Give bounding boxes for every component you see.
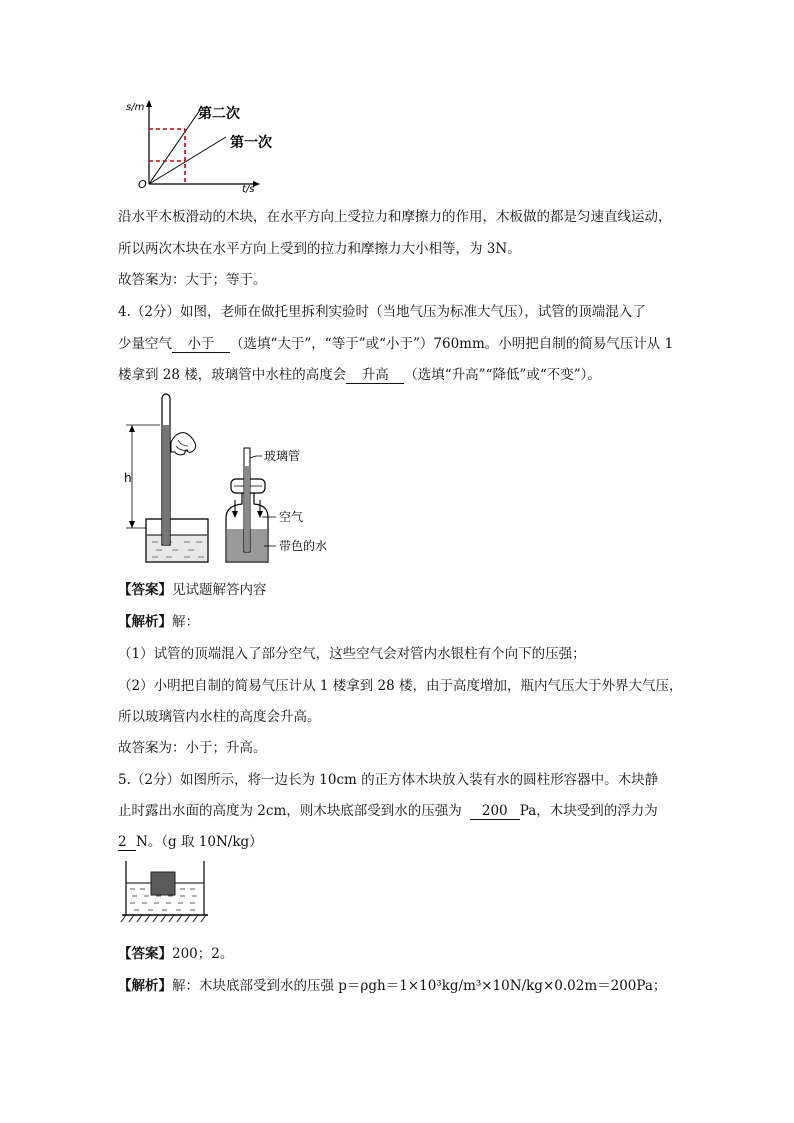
q4-blank2: 升高 [346,367,404,384]
q4-stem-line3 [118,365,601,385]
h-arrow-top [129,425,135,432]
q3-analysis-line1: 沿水平木板滑动的木块，在水平方向上受拉力和摩擦力的作用，木板做的都是匀速直线运动， [118,209,672,225]
q5-text: 止时露出水面的高度为 2cm，则木块底部受到水的压强为 [118,803,462,819]
q5-text: N。（g 取 10N/kg） [136,834,263,850]
glass-tube-label: 玻璃管 [264,449,301,463]
homemade-barometer [226,448,327,562]
q5-blank1: 200 [470,803,520,820]
q5-figure [118,857,214,925]
q4-figure [118,392,358,570]
q5-stem-line2 [118,801,658,821]
answer-text: 见试题解答内容 [172,582,267,598]
q5-stem-line1: 5.（2分）如图所示，将一边长为 10cm 的正方体木块放入装有水的圆柱形容器中。木块静 [118,772,659,788]
q3-analysis-line2: 所以两次木块在水平方向上受到的拉力和摩擦力大小相等，为 3N。 [118,241,521,257]
q5-blank2: 2 [118,834,136,851]
mercury-column [163,425,169,545]
analysis-text: 解：木块底部受到水的压强 p＝ρgh＝1×10³kg/m³×10N/kg×0.02m＝200Pa； [172,978,667,994]
first-time-line [149,137,226,184]
analysis-tag: 【解析】 [118,978,172,994]
origin-label: O [138,178,147,191]
ground-hatching [121,915,206,922]
q4-text: 少量空气 [118,336,172,352]
second-time-label: 第二次 [198,106,240,122]
hand-icon [171,433,196,455]
y-axis-arrow [146,100,152,107]
q3-answer: 故答案为：大于；等于。 [118,272,267,288]
q4-blank1: 小于 [172,336,230,353]
air-label: 空气 [279,510,304,524]
q4-text: （选填“大于”，“等于”或“小于”）760mm。小明把自制的简易气压计从 1 [230,336,674,352]
second-time-line [149,110,200,184]
q4-stem-line2 [118,334,673,354]
y-axis-label: s/m [126,102,145,113]
answer-tag: 【答案】 [118,946,172,962]
q4-text: （选填“升高”“降低”或“不变”）。 [404,367,601,383]
h-label: h [124,471,132,485]
first-time-label: 第一次 [230,135,272,151]
water-column [245,466,249,552]
h-arrow-bottom [129,521,135,528]
q5-analysis [118,976,666,996]
q4-analysis-p2a: （2）小明把自制的简易气压计从 1 楼拿到 28 楼，由于高度增加，瓶内气压大于外界大气压， [118,678,683,694]
torricelli-apparatus [124,394,208,562]
q5-text: Pa，木块受到的浮力为 [519,803,658,819]
analysis-tag: 【解析】 [118,614,172,630]
glass-tube-leader [250,456,262,458]
answer-tag: 【答案】 [118,582,172,598]
q4-analysis-p2b: 所以玻璃管内水柱的高度会升高。 [118,709,321,725]
q4-final-answer: 故答案为：小于；升高。 [118,740,267,756]
q4-analysis [118,612,199,632]
q4-analysis-p1: （1）试管的顶端混入了部分空气，这些空气会对管内水银柱有个向下的压强； [118,646,586,662]
q4-answer [118,580,267,600]
wood-block [151,872,175,895]
answer-text: 200；2。 [172,946,234,962]
q4-text: 楼拿到 28 楼，玻璃管中水柱的高度会 [118,367,347,383]
s-t-graph [118,96,298,194]
x-axis-label: t/s [242,184,255,194]
analysis-text: 解： [172,614,199,630]
q4-stem-line1: 4.（2分）如图，老师在做托里拆利实验时（当地气压为标准大气压），试管的顶端混入了 [118,304,646,320]
colored-water-label: 带色的水 [279,539,328,553]
q5-answer [118,944,233,964]
q5-stem-line3 [118,832,263,852]
